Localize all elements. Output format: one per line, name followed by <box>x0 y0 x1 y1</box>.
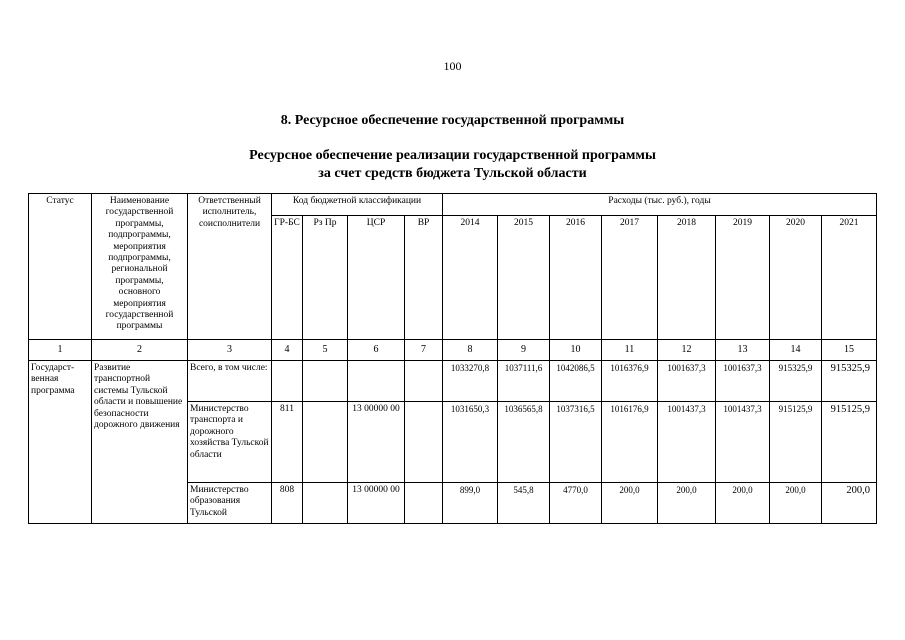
value-cell: 1037316,5 <box>550 402 602 483</box>
executor-cell: Министерство образования Тульской <box>188 483 272 524</box>
rzpr-cell <box>303 483 348 524</box>
program-name-cell: Развитие транспортной системы Тульской области и повышение безопасности дорожного движения <box>92 361 188 524</box>
value-cell: 1016176,9 <box>602 402 658 483</box>
table-title-line-1: Ресурсное обеспечение реализации государственной программы <box>249 148 656 163</box>
csr-cell: 13 00000 00 <box>348 402 405 483</box>
value-cell: 1001637,3 <box>716 361 770 402</box>
column-number: 12 <box>658 340 716 361</box>
grbs-cell: 811 <box>272 402 303 483</box>
value-cell: 899,0 <box>443 483 498 524</box>
rzpr-cell <box>303 361 348 402</box>
column-number: 9 <box>498 340 550 361</box>
value-cell: 200,0 <box>822 483 877 524</box>
column-number: 6 <box>348 340 405 361</box>
header-csr: ЦСР <box>348 216 405 340</box>
value-cell: 200,0 <box>770 483 822 524</box>
header-year: 2019 <box>716 216 770 340</box>
value-cell: 200,0 <box>658 483 716 524</box>
table-title-line-2: за счет средств бюджета Тульской области <box>318 166 587 181</box>
column-number: 5 <box>303 340 348 361</box>
value-cell: 200,0 <box>602 483 658 524</box>
section-title: 8. Ресурсное обеспечение государственной программы <box>280 113 625 128</box>
header-year: 2017 <box>602 216 658 340</box>
column-number: 2 <box>92 340 188 361</box>
value-cell: 1042086,5 <box>550 361 602 402</box>
rzpr-cell <box>303 402 348 483</box>
column-number: 4 <box>272 340 303 361</box>
value-cell: 1037111,6 <box>498 361 550 402</box>
value-cell: 915325,9 <box>770 361 822 402</box>
value-cell: 4770,0 <box>550 483 602 524</box>
value-cell: 915125,9 <box>822 402 877 483</box>
vr-cell <box>405 402 443 483</box>
column-number-row <box>29 340 877 361</box>
value-cell: 1016376,9 <box>602 361 658 402</box>
header-year: 2014 <box>443 216 498 340</box>
header-year: 2021 <box>822 216 877 340</box>
header-year: 2015 <box>498 216 550 340</box>
executor-cell: Министерство транспорта и дорожного хозяйства Тульской области <box>188 402 272 483</box>
value-cell: 1001437,3 <box>658 402 716 483</box>
csr-cell: 13 00000 00 <box>348 483 405 524</box>
value-cell: 1001637,3 <box>658 361 716 402</box>
header-executor: Ответственный исполнитель, соисполнители <box>188 194 272 340</box>
header-row <box>29 194 877 216</box>
column-number: 10 <box>550 340 602 361</box>
value-cell: 1001437,3 <box>716 402 770 483</box>
page-number: 100 <box>443 59 462 73</box>
status-cell: Государст-венная программа <box>29 361 92 524</box>
header-vr: ВР <box>405 216 443 340</box>
grbs-cell <box>272 361 303 402</box>
column-number: 11 <box>602 340 658 361</box>
column-number: 15 <box>822 340 877 361</box>
header-year: 2018 <box>658 216 716 340</box>
value-cell: 545,8 <box>498 483 550 524</box>
column-number: 7 <box>405 340 443 361</box>
header-budget-code: Код бюджетной классификации <box>272 194 443 216</box>
grbs-cell: 808 <box>272 483 303 524</box>
value-cell: 1031650,3 <box>443 402 498 483</box>
header-name: Наименование государственной программы, подпрограммы, мероприятия подпрограммы, региональной программы, основного мероприятия государственной программы <box>92 194 188 340</box>
value-cell: 915125,9 <box>770 402 822 483</box>
column-number: 14 <box>770 340 822 361</box>
header-status: Статус <box>29 194 92 340</box>
header-grbs: ГР-БС <box>272 216 303 340</box>
value-cell: 915325,9 <box>822 361 877 402</box>
header-year: 2020 <box>770 216 822 340</box>
header-year: 2016 <box>550 216 602 340</box>
table-row <box>29 361 877 402</box>
column-number: 3 <box>188 340 272 361</box>
column-number: 13 <box>716 340 770 361</box>
vr-cell <box>405 361 443 402</box>
value-cell: 1033270,8 <box>443 361 498 402</box>
value-cell: 200,0 <box>716 483 770 524</box>
vr-cell <box>405 483 443 524</box>
csr-cell <box>348 361 405 402</box>
header-expenses: Расходы (тыс. руб.), годы <box>443 194 877 216</box>
value-cell: 1036565,8 <box>498 402 550 483</box>
executor-cell: Всего, в том числе: <box>188 361 272 402</box>
column-number: 8 <box>443 340 498 361</box>
header-rzpr: Рз Пр <box>303 216 348 340</box>
resource-table <box>28 193 877 524</box>
column-number: 1 <box>29 340 92 361</box>
